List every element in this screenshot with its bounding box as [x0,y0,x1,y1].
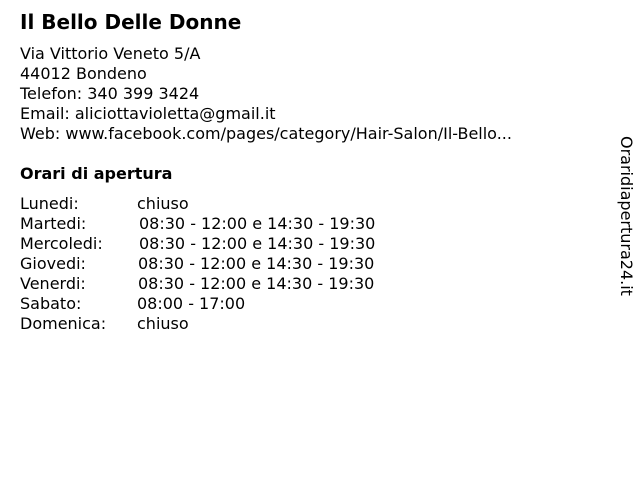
email-label: Email: [20,104,70,123]
day-label: Mercoledi: [20,234,103,253]
day-label: Domenica: [20,314,107,333]
day-hours: chiuso [137,194,189,213]
hours-row-sunday [20,314,440,334]
email-link[interactable]: aliciottavioletta@gmail.it [74,104,276,123]
day-label: Martedi: [20,214,87,233]
contact-info [20,44,512,144]
address-line2: 44012 Bondeno [20,64,147,83]
hours-row-friday [20,274,440,294]
address-line1: Via Vittorio Veneto 5/A [20,44,201,63]
phone-label: Telefon: [20,84,83,103]
opening-hours-title: Orari di apertura [20,164,173,183]
hours-row-wednesday [20,234,440,254]
day-label: Lunedi: [20,194,79,213]
day-hours: 08:30 - 12:00 e 14:30 - 19:30 [139,214,376,233]
hours-row-saturday [20,294,440,314]
web-label: Web: [20,124,61,143]
web-link[interactable]: www.facebook.com/pages/category/Hair-Salon/Il-Bello... [65,124,512,143]
phone-line [20,84,512,104]
day-hours: 08:30 - 12:00 e 14:30 - 19:30 [138,254,375,273]
email-line [20,104,512,124]
day-hours: chiuso [137,314,189,333]
hours-row-thursday [20,254,440,274]
day-hours: 08:30 - 12:00 e 14:30 - 19:30 [139,234,376,253]
day-label: Venerdi: [20,274,86,293]
web-line [20,124,512,144]
hours-row-tuesday [20,214,440,234]
day-label: Sabato: [20,294,82,313]
day-hours: 08:30 - 12:00 e 14:30 - 19:30 [138,274,375,293]
watermark-text: Oraridiapertura24.it [617,136,636,296]
business-name: Il Bello Delle Donne [20,10,242,34]
day-label: Giovedi: [20,254,86,273]
day-hours: 08:00 - 17:00 [137,294,246,313]
hours-row-monday [20,194,440,214]
phone-number[interactable]: 340 399 3424 [87,84,200,103]
watermark [612,136,636,312]
opening-hours-table [20,194,440,334]
